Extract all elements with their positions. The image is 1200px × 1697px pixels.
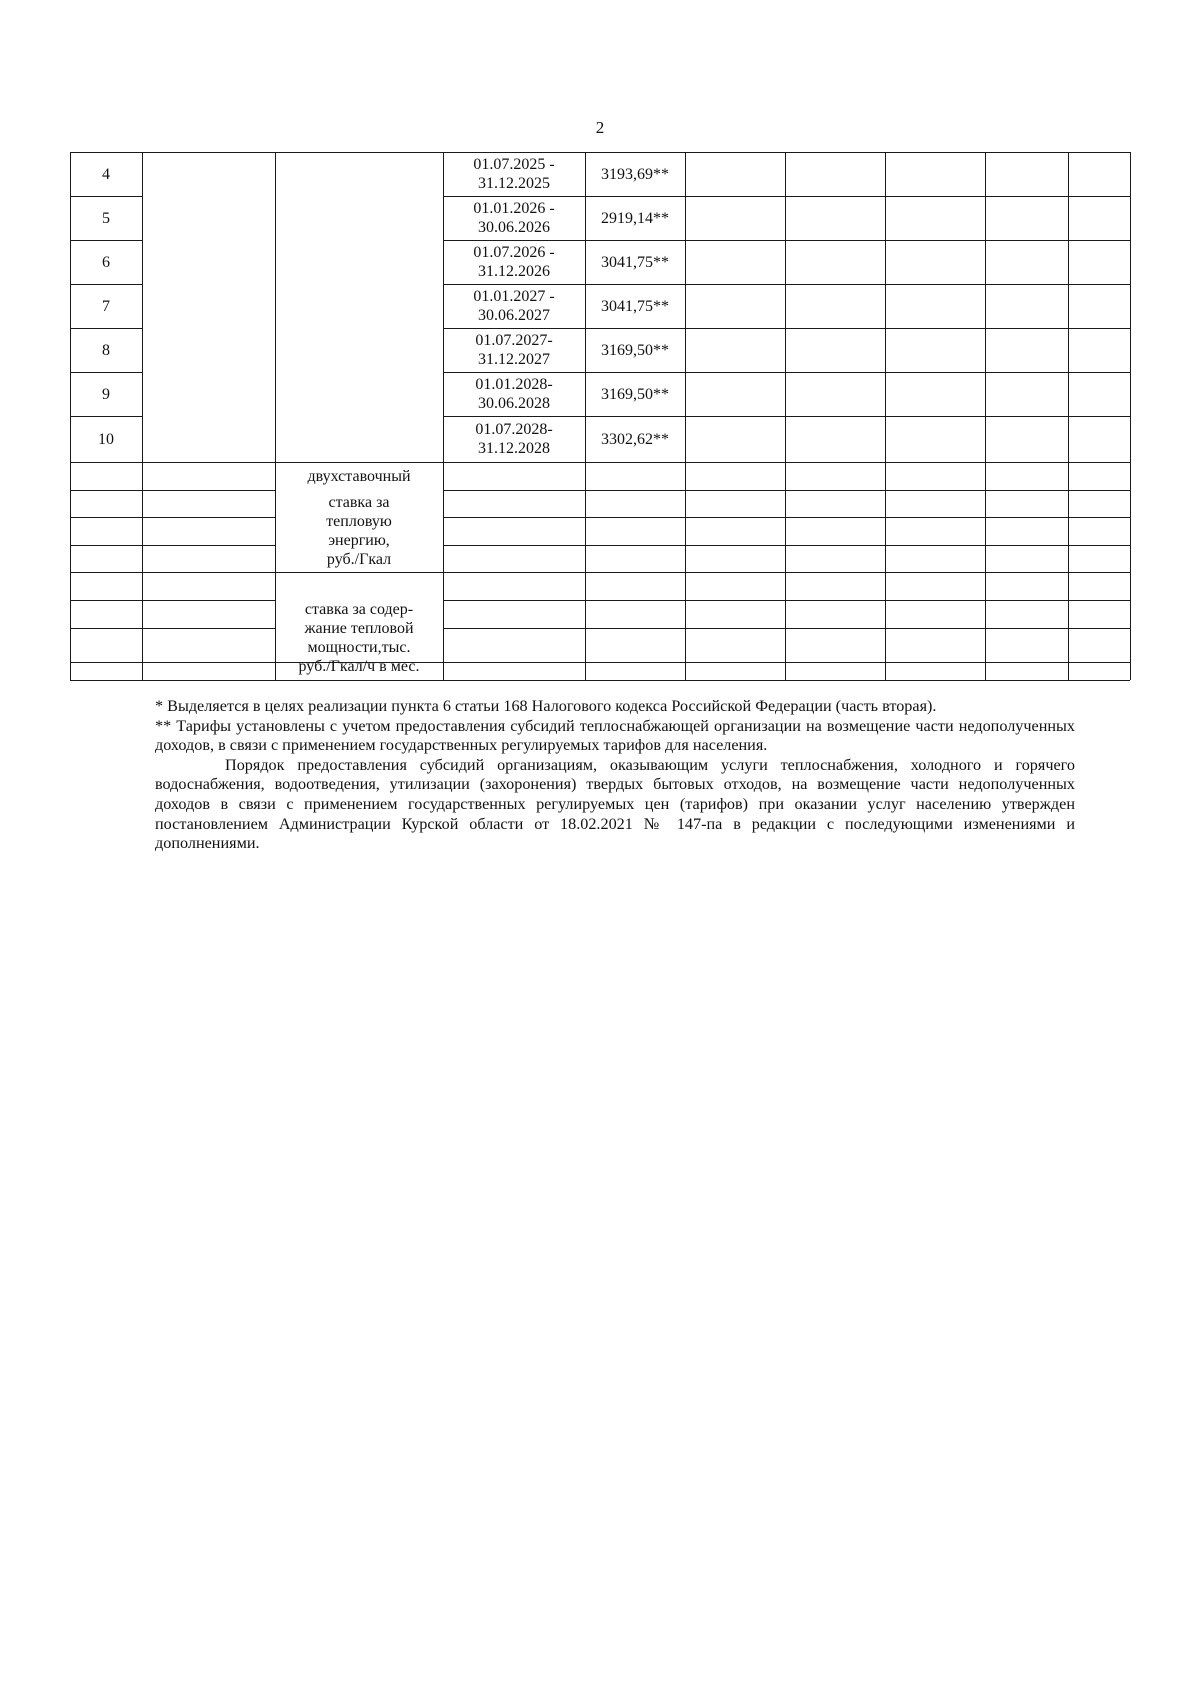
table-col-rule-10: [1130, 152, 1131, 680]
footnote-subsidy: ** Тарифы установлены с учетом предоставления субсидий теплоснабжающей организации на возмещение части недополученных доходов, в связи с применением государственных регулируемых тарифов для населения.: [155, 716, 1075, 755]
tariff-cell: 3041,75**: [601, 297, 669, 315]
energy-rate-label: ставка за тепловую энергию, руб./Гкал: [326, 494, 392, 568]
period-cell: 01.07.2025 - 31.12.2025: [473, 156, 555, 192]
period-cell: 01.01.2026 - 30.06.2026: [473, 200, 555, 236]
table-row-rule: [70, 545, 275, 546]
tariff-cell: 3193,69**: [601, 165, 669, 183]
table-row-rule: [443, 490, 1130, 491]
table-row-rule: [443, 545, 1130, 546]
capacity-rate-label: ставка за содер- жание тепловой мощности,тыс. руб./Гкал/ч в мес.: [298, 601, 420, 675]
tariff-cell: 3169,50**: [601, 385, 669, 403]
tariff-cell: 3041,75**: [601, 253, 669, 271]
period-cell: 01.07.2028- 31.12.2028: [475, 421, 553, 457]
row-number: 10: [98, 430, 114, 448]
footnotes: [155, 697, 1075, 854]
period-cell: 01.01.2027 - 30.06.2027: [473, 288, 555, 324]
row-number: 4: [102, 165, 110, 183]
table-row-rule: [443, 600, 1130, 601]
table-row-rule: [70, 628, 275, 629]
table-row-rule: [70, 462, 1130, 463]
table-row-rule: [70, 662, 1130, 663]
table-row-rule: [70, 600, 275, 601]
subsidy-procedure-paragraph: Порядок предоставления субсидий организациям, оказывающим услуги теплоснабжения, холодного и горячего водоснабжения, водоотведения, утилизации (захоронения) твердых бытовых отходов, на возмещение части недополученных доходов в связи с применением государственных регулируемых цен (тарифов) при оказании услуг населению утвержден постановлением Администрации Курской области от 18.02.2021 № 147-па в редакции с последующими изменениями и дополнениями.: [155, 755, 1075, 853]
period-cell: 01.07.2027- 31.12.2027: [475, 332, 553, 368]
row-number: 5: [102, 209, 110, 227]
row-number: 7: [102, 297, 110, 315]
tariff-cell: 3302,62**: [601, 430, 669, 448]
table-bottom-border: [70, 680, 1130, 681]
tariff-cell: 2919,14**: [601, 209, 669, 227]
period-cell: 01.01.2028- 30.06.2028: [475, 376, 553, 412]
table-row-rule: [443, 628, 1130, 629]
table-row-rule: [70, 572, 1130, 573]
table-row-rule: [70, 517, 275, 518]
table-row-rule: [70, 490, 275, 491]
tariff-cell: 3169,50**: [601, 341, 669, 359]
row-number: 6: [102, 253, 110, 271]
two-part-label: двухставочный: [307, 467, 411, 485]
tariff-table: [0, 0, 1200, 700]
page-number: 2: [595, 118, 605, 137]
row-number: 9: [102, 385, 110, 403]
period-cell: 01.07.2026 - 31.12.2026: [473, 244, 555, 280]
table-row-rule: [443, 517, 1130, 518]
row-number: 8: [102, 341, 110, 359]
footnote-vat: * Выделяется в целях реализации пункта 6 статьи 168 Налогового кодекса Российской Федерации (часть вторая).: [155, 697, 937, 715]
